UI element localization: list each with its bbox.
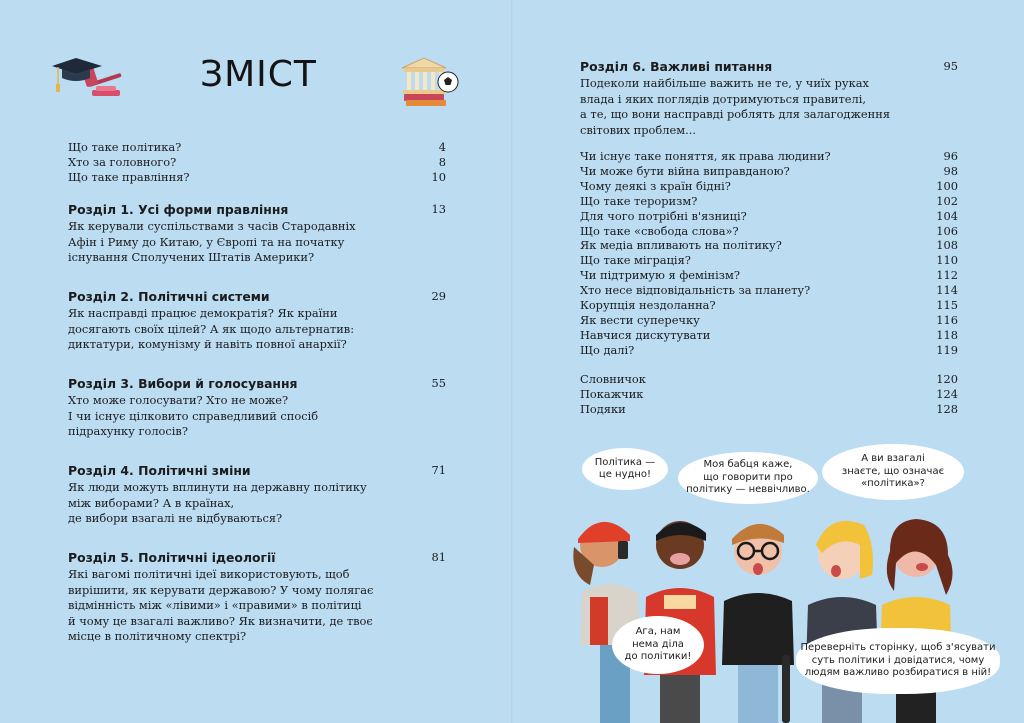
chapter-entry[interactable]: [68, 463, 446, 527]
person-glasses-icon: [722, 524, 794, 723]
speech-bubble: Моя бабця каже, що говорити про політику — неввічливо.: [678, 452, 818, 504]
toc-item-label: Що таке міграція?: [580, 253, 691, 268]
toc-item-page: 119: [936, 342, 958, 357]
toc-item-page: 118: [936, 327, 958, 342]
chapter-title: Розділ 5. Політичні ідеології: [68, 550, 276, 565]
toc-item-page: 114: [936, 283, 958, 298]
toc-item-label: Як вести суперечку: [580, 312, 700, 327]
toc-item-page: 112: [936, 268, 958, 283]
chapter-title: Розділ 6. Важливі питання: [580, 59, 773, 74]
chapter-entry[interactable]: [68, 202, 446, 266]
toc-item-label: Що таке тероризм?: [580, 193, 698, 208]
graduation-cap-gavel-icon: [48, 54, 128, 104]
speech-bubble: А ви взагалі знаєте, що означає «політика»?: [822, 444, 964, 500]
page-title: ЗМІСТ: [200, 54, 317, 95]
toc-item-label: Подяки: [580, 401, 626, 416]
toc-item-label: Чому деякі з країн бідні?: [580, 178, 731, 193]
toc-item-page: 98: [943, 163, 958, 178]
toc-item-label: Словничок: [580, 372, 646, 386]
chapter-description: Як керували суспільствами з часів Стародавніх Афін і Риму до Китаю, у Європі та на початку існування Сполучених Штатів Америки?: [68, 219, 356, 264]
speech-bubble: Ага, нам нема діла до політики!: [612, 616, 704, 674]
toc-item-page: 106: [936, 223, 958, 238]
chapter-page: 29: [431, 289, 446, 303]
chapter-page: 55: [431, 376, 446, 390]
chapter-title: Розділ 2. Політичні системи: [68, 289, 270, 304]
toc-item-label: Для чого потрібні в'язниці?: [580, 208, 747, 223]
toc-item-label: Що далі?: [580, 342, 635, 357]
chapter-page: 81: [431, 550, 446, 564]
chapter-title: Розділ 3. Вибори й голосування: [68, 376, 298, 391]
speech-bubble: Політика — це нудно!: [582, 448, 668, 490]
toc-item-page: 104: [936, 208, 958, 223]
toc-item-page: 115: [936, 298, 958, 312]
chapter-page: 71: [431, 463, 446, 477]
toc-item-page: 128: [936, 401, 958, 416]
chapter-entry[interactable]: [580, 59, 970, 138]
chapter-description: Як люди можуть вплинути на державну політику між виборами? А в країнах, де вибори взагалі не відбуваються?: [68, 480, 367, 525]
toc-item-page: 110: [936, 253, 958, 268]
toc-item-label: Чи існує таке поняття, як права людини?: [580, 149, 831, 163]
chapter-page: 13: [431, 202, 446, 216]
chapter-description: Як насправді працює демократія? Як країни досягають своїх цілей? А як щодо альтернатив: диктатури, комунізму й навіть повної анархії?: [68, 306, 355, 351]
toc-item-label: Чи підтримую я фемінізм?: [580, 268, 740, 283]
toc-item-label: Покажчик: [580, 386, 644, 401]
toc-item-label: Хто несе відповідальність за планету?: [580, 283, 811, 298]
left-page: ЗМІСТ Що таке політика? 4 Хто за головного? 8 Що таке правління? 10 Розділ 1. Усі форми правління 13 Як керували суспільствами з часів Стародавніх Афін і Риму до Китаю, у Європі та на початку існування Сполучених Штатів Америки? Розділ 2. Політичні системи 29 Як насправді працює демократія? Як країни досягають своїх цілей? А як щодо альтернатив: диктатури, комунізму й навіть повної анархії? Розділ 3. Вибори й голосування 55 Хто може голосувати? Хто не може? І чи існує цілковито справедливий спосіб підрахунку голосів? Розділ 4. Політичні зміни 71 Як люди можуть вплинути на державну політику між виборами? А в країнах, де вибори взагалі не відбуваються? Розділ 5. Політичні ідеології 81 Які вагомі політичні ідеї використовують, щоб вирішити, як керувати державою? У чому полягає відмінність між «лівими» і «правими» в політиці й чому це взагалі важливо? Як визначити, де твоє місце в політичному спектрі?: [0, 0, 512, 723]
toc-item-page: 108: [936, 238, 958, 253]
toc-item-page: 96: [943, 149, 958, 163]
toc-item-page: 124: [936, 386, 958, 401]
speech-bubble: Переверніть сторінку, щоб з'ясувати суть політики і довідатися, чому людям важливо розбиратися в ній!: [796, 628, 1000, 694]
chapter-entry[interactable]: [68, 289, 446, 353]
toc-item-label: Чи може бути війна виправданою?: [580, 163, 790, 178]
chapter-description: Хто може голосувати? Хто не може? І чи існує цілковито справедливий спосіб підрахунку голосів?: [68, 393, 319, 438]
toc-item-page: 120: [936, 372, 958, 386]
toc-item-label: Корупція нездоланна?: [580, 298, 716, 312]
chapter-entry[interactable]: [68, 376, 446, 440]
toc-item-label: Що таке «свобода слова»?: [580, 223, 739, 238]
toc-item-label: Навчися дискутувати: [580, 327, 711, 342]
chapter-title: Розділ 4. Політичні зміни: [68, 463, 251, 478]
toc-item-page: 116: [936, 312, 958, 327]
chapter-description: Подеколи найбільше важить не те, у чиїх руках влада і яких поглядів дотримуються правителі, а те, що вони насправді роблять для залагодження світових проблем...: [580, 76, 891, 137]
bank-books-ball-icon: [398, 56, 462, 108]
toc-item-label: Як медіа впливають на політику?: [580, 238, 782, 253]
toc-item-page: 100: [936, 178, 958, 193]
chapter-title: Розділ 1. Усі форми правління: [68, 202, 289, 217]
toc-item-page: 102: [936, 193, 958, 208]
chapter-description: Які вагомі політичні ідеї використовують, щоб вирішити, як керувати державою? У чому полягає відмінність між «лівими» і «правими» в політиці й чому це взагалі важливо? Як визначити, де твоє місце в політичному спектрі?: [68, 567, 374, 643]
chapter-entry[interactable]: [68, 550, 446, 645]
chapter-page: 95: [943, 59, 958, 73]
